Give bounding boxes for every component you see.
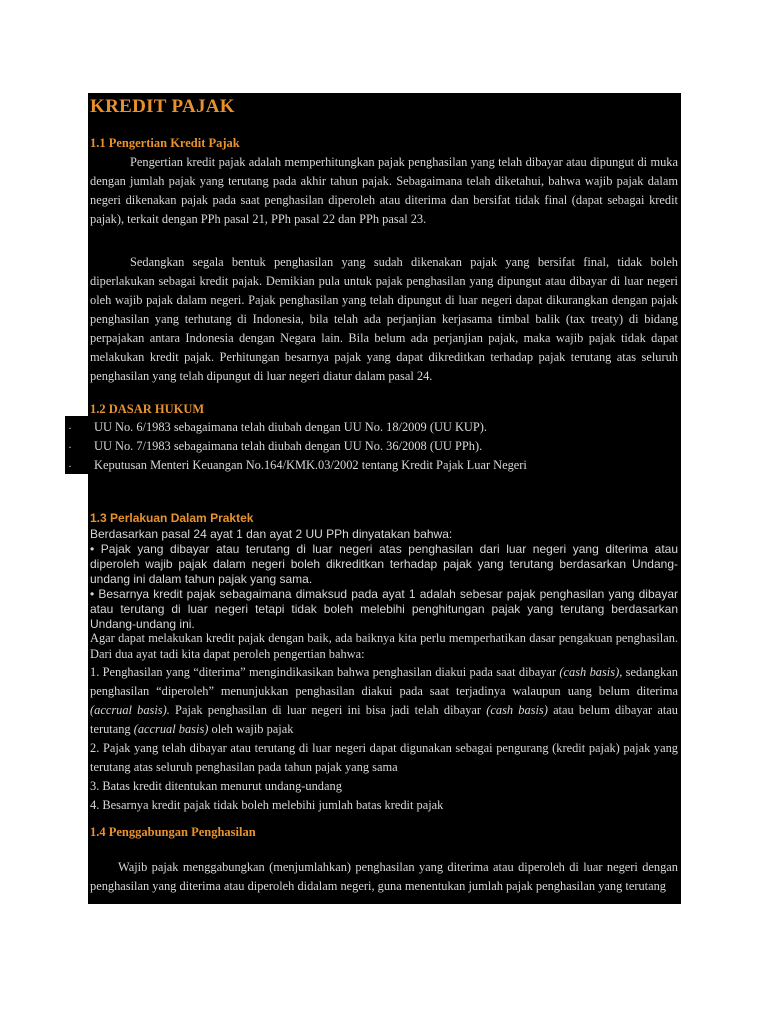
numbered-item-2: 2. Pajak yang telah dibayar atau terutang di luar negeri dapat digunakan sebagai pengurang (kredit pajak) pajak yang terutang atas seluruh penghasilan pada tahun pajak yang sama [90, 741, 678, 774]
section-heading-pengertian: 1.1 Pengertian Kredit Pajak [90, 136, 240, 150]
list-bullet: · [68, 440, 72, 454]
section-heading-perlakuan: 1.3 Perlakuan Dalam Praktek [90, 511, 254, 525]
list-item: Keputusan Menteri Keuangan No.164/KMK.03/2002 tentang Kredit Pajak Luar Negeri [94, 458, 527, 472]
paragraph-pengakuan: Agar dapat melakukan kredit pajak dengan baik, ada baiknya kita perlu memperhatikan dasar pengakuan penghasilan. Dari dua ayat tadi kita dapat peroleh pengertian bahwa: [90, 631, 678, 661]
bullet-paragraph-1: • Pajak yang dibayar atau terutang di luar negeri atas penghasilan dari luar negeri yang diterima atau diperoleh wajib pajak dalam negeri boleh dikreditkan terhadap pajak yang terutang berdasarkan Undang-undang ini dalam tahun pajak yang sama. [90, 542, 678, 586]
numbered-item-1: 1. Penghasilan yang “diterima” mengindikasikan bahwa penghasilan diakui pada saat dibayar (cash basis), sedangkan penghasilan “diperoleh” menunjukkan penghasilan diakui pada saat terjadinya walaupun uang belum diterima (accrual basis). Pajak penghasilan di luar negeri ini bisa jadi telah dibayar (cash basis) atau belum dibayar atau terutang (accrual basis) oleh wajib pajak [90, 665, 678, 736]
list-item: UU No. 7/1983 sebagaimana telah diubah dengan UU No. 36/2008 (UU PPh). [94, 439, 483, 453]
document-title: KREDIT PAJAK [90, 96, 235, 117]
document-page [88, 93, 681, 904]
section-heading-penggabungan: 1.4 Penggabungan Penghasilan [90, 825, 256, 839]
paragraph-penggabungan: Wajib pajak menggabungkan (menjumlahkan) penghasilan yang diterima atau diperoleh di luar negeri dengan penghasilan yang diterima atau diperoleh didalam negeri, guna menentukan jumlah pajak penghasilan yang terutang [90, 860, 678, 893]
list-item: UU No. 6/1983 sebagaimana telah diubah dengan UU No. 18/2009 (UU KUP). [94, 420, 487, 434]
list-bullet: · [68, 459, 72, 473]
section-heading-dasar-hukum: 1.2 DASAR HUKUM [90, 402, 205, 416]
paragraph-pengertian-2: Sedangkan segala bentuk penghasilan yang sudah dikenakan pajak yang bersifat final, tidak boleh diperlakukan sebagai kredit pajak. Demikian pula untuk pajak penghasilan yang dipungut atau dibayar di luar negeri oleh wajib pajak dalam negeri. Pajak penghasilan yang telah dipungut di luar negeri dapat dikurangkan dengan pajak penghasilan yang terhutang di Indonesia, bila telah ada perjanjian kerjasama timbal balik (tax treaty) di bidang perpajakan antara Indonesia dengan Negara lain. Bila belum ada perjanjian pajak, maka wajib pajak tidak dapat melakukan kredit pajak. Perhitungan besarnya pajak yang dapat dikreditkan terhadap pajak terutang atas seluruh penghasilan yang telah dipungut di luar negeri diatur dalam pasal 24. [90, 255, 678, 383]
paragraph-intro: Berdasarkan pasal 24 ayat 1 dan ayat 2 UU PPh dinyatakan bahwa: [90, 527, 453, 541]
numbered-item-4: 4. Besarnya kredit pajak tidak boleh melebihi jumlah batas kredit pajak [90, 798, 444, 812]
bullet-paragraph-2: • Besarnya kredit pajak sebagaimana dimaksud pada ayat 1 adalah sebesar pajak penghasilan yang dibayar atau terutang di luar negeri tetapi tidak boleh melebihi penghitungan pajak yang terutang berdasarkan Undang-undang ini. [90, 587, 678, 631]
paragraph-pengertian-1: Pengertian kredit pajak adalah memperhitungkan pajak penghasilan yang telah dibayar atau dipungut di muka dengan jumlah pajak yang terutang pada akhir tahun pajak. Sebagaimana telah diketahui, bahwa wajib pajak dalam negeri dikenakan pajak pada saat penghasilan diperoleh atau diterima dan bersifat tidak final (dapat sebagai kredit pajak), terkait dengan PPh pasal 21, PPh pasal 22 dan PPh pasal 23. [90, 155, 678, 226]
list-bullet: · [68, 421, 72, 435]
numbered-item-3: 3. Batas kredit ditentukan menurut undang-undang [90, 779, 342, 793]
